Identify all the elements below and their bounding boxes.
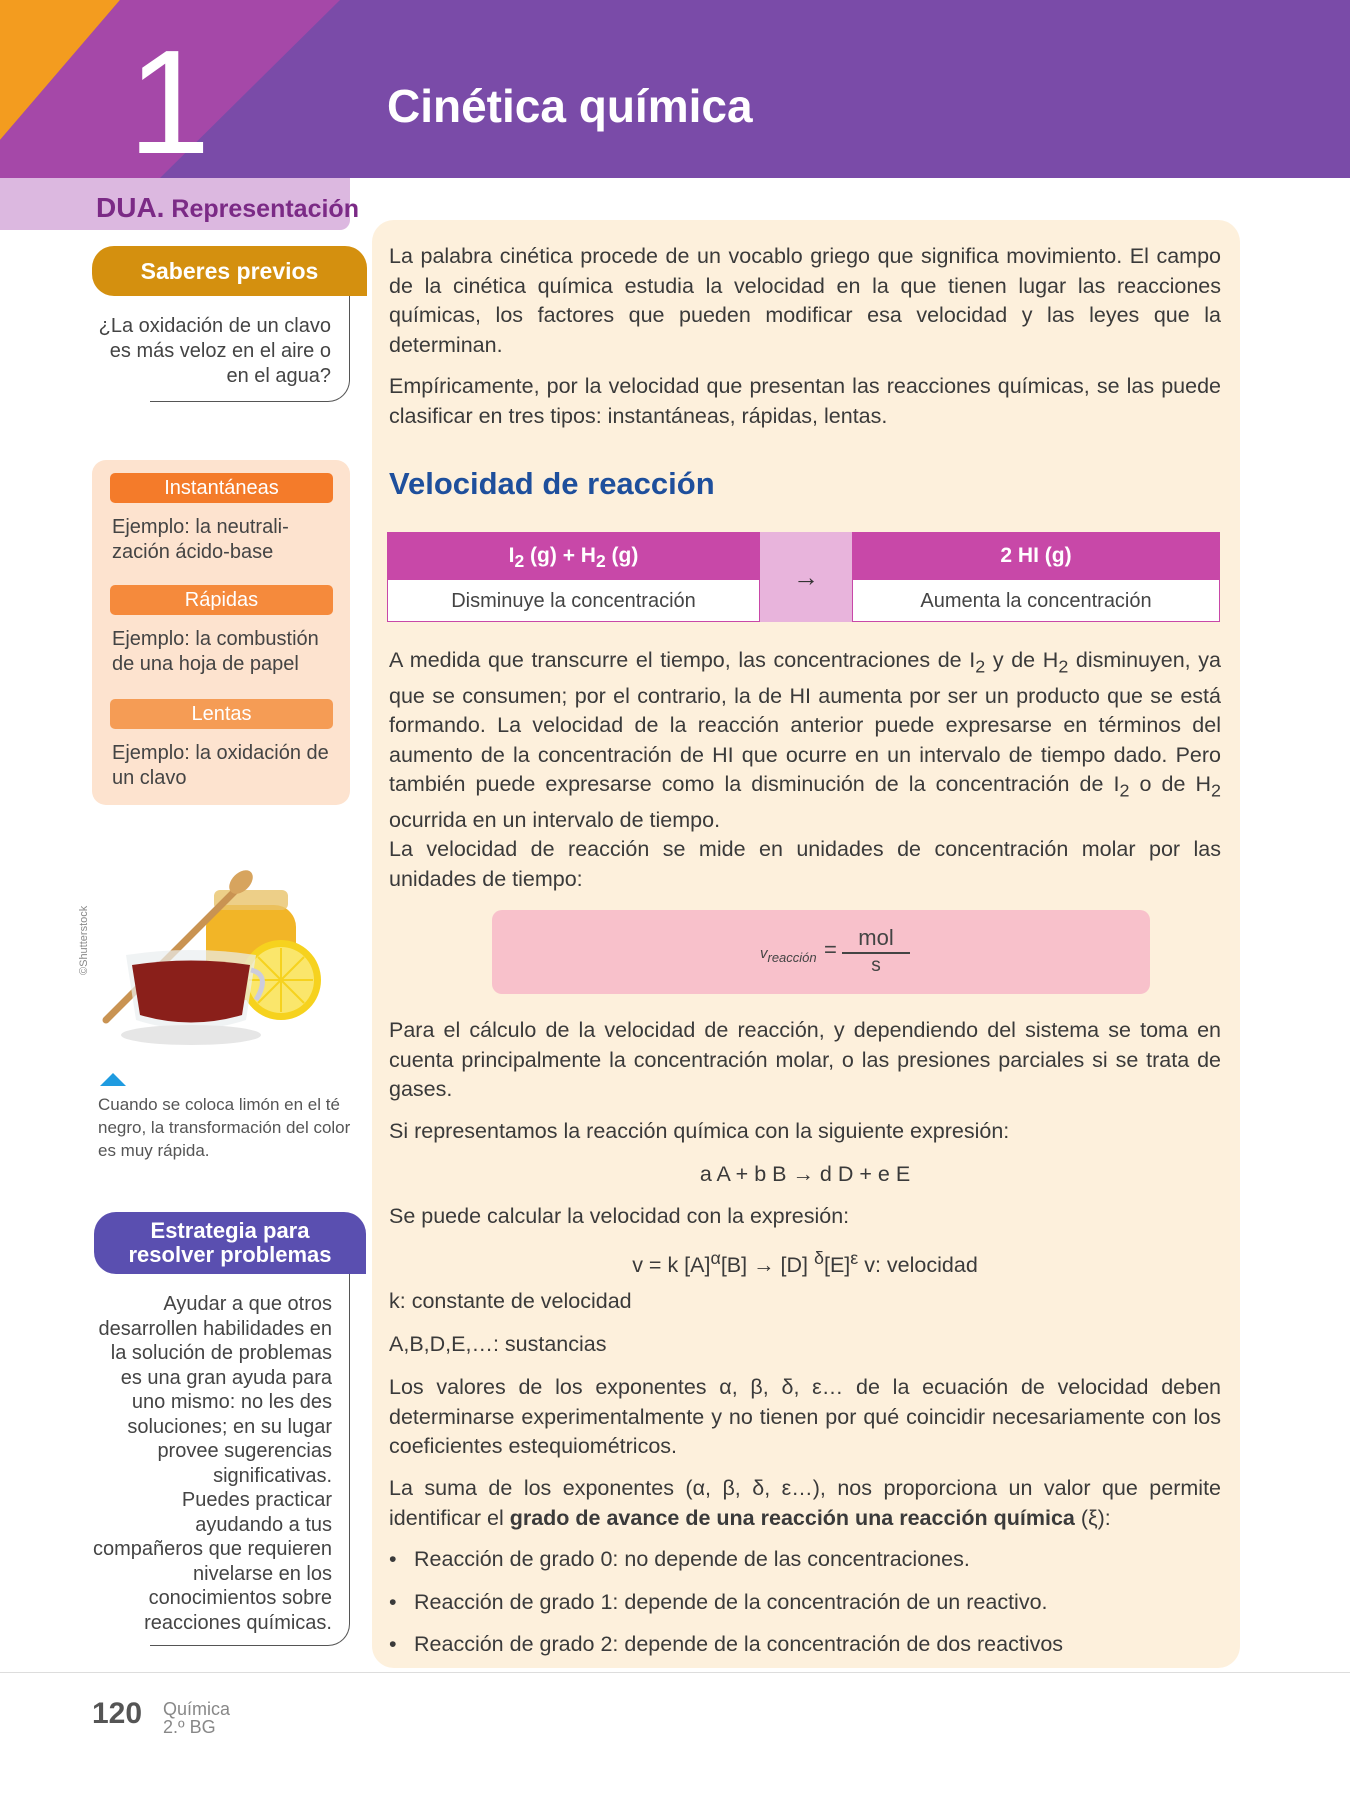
concentration-paragraph: A medida que transcurre el tiempo, las concentraciones de $I_2$ y de $H_2$ disminuyen, ya que se consumen; por el contrario, la de HI aumenta por ser un producto que se está formando. La velocidad de la reacción anterior puede expresarse en términos del aumento de la concentración de HI que ocurre en un intervalo de tiempo dado. Pero también puede expresarse como la disminución de la concentración de $I_2$ o de $H_2$ ocurrida en un intervalo de tiempo. (389, 648, 1221, 833)
type-label-instantaneas: Instantáneas (110, 473, 333, 503)
calculation-paragraph: Para el cálculo de la velocidad de reacción, y dependiendo del sistema se toma en cuenta principalmente la concentración molar, o las presiones parciales si se trata de gases. (389, 1018, 1221, 1101)
chapter-number: 1 (128, 20, 211, 178)
representation-paragraph: Si representamos la reacción química con la siguiente expresión: (389, 1119, 1010, 1143)
general-reaction-equation: a A + b B → d D + e E (699, 1162, 911, 1186)
rate-formula-box (492, 910, 1150, 994)
type-label-lentas: Lentas (110, 699, 333, 729)
chapter-title: Cinética química (387, 80, 753, 132)
intro-paragraph-1: La palabra cinética procede de un vocablo griego que significa movimiento. El campo de la cinética química estudia la velocidad en la que tienen lugar las reacciones químicas, los factores que pueden modificar esa velocidad y las leyes que la determinan. (389, 244, 1221, 357)
products-header: 2 HI (g) (852, 532, 1220, 579)
type-example-rapidas: Ejemplo: la combustión de una hoja de papel (112, 628, 319, 675)
sum-exponents-paragraph: La suma de los exponentes (α, β, δ, ε…), nos proporciona un valor que permite identificar el grado de avance de una reacción una reacción química (ξ): (389, 1476, 1221, 1530)
estrategia-title: Estrategia para resolver problemas (94, 1212, 366, 1274)
estrategia-paragraph-1: Ayudar a que otros desarrollen habilidades en la solución de problemas es una gran ayuda para uno mismo: no les des soluciones; en su lugar provee sugerencias significativas. (98, 1293, 332, 1487)
rate-law-equation: v = k $[A]^\alpha[B] \to [D]$ $^\delta[E]^\varepsilon$ v: velocidad (632, 1248, 978, 1278)
saberes-question: ¿La oxidación de un clavo es más veloz en el aire o en el agua? (98, 315, 331, 387)
type-label-rapidas: Rápidas (110, 585, 333, 615)
reaction-arrow: → (760, 532, 852, 622)
type-example-lentas: Ejemplo: la oxidación de un clavo (112, 742, 329, 789)
intro-paragraph-2: Empíricamente, por la velocidad que presentan las reacciones químicas, se las puede clasificar en tres tipos: instantáneas, rápidas, lentas. (389, 374, 1221, 428)
list-item: • Reacción de grado 1: depende de la concentración de un reactivo. (389, 1590, 1048, 1614)
list-item: • Reacción de grado 2: depende de la concentración de dos reactivos (389, 1632, 1064, 1656)
reactants-header: $I_2$ $(g) + H_2$ (g) (387, 532, 760, 579)
estrategia-text (92, 1292, 332, 1635)
rate-formula-numerator: mol (858, 925, 894, 950)
footer-divider (0, 1672, 1350, 1673)
photo-credit: ©Shutterstock (78, 905, 90, 975)
reaction-table (387, 532, 1220, 622)
calc-expression-paragraph: Se puede calcular la velocidad con la expresión: (389, 1204, 850, 1228)
exponents-paragraph: Los valores de los exponentes α, β, δ, ε… de la ecuación de velocidad deben determinarse experimentalmente y no tienen por qué coincidir necesariamente con los coeficientes estequiométricos. (389, 1375, 1221, 1458)
products-effect: Aumenta la concentración (852, 579, 1220, 622)
k-definition: k: constante de velocidad (389, 1289, 632, 1313)
type-example-instantaneas: Ejemplo: la neutrali-zación ácido-base (112, 516, 289, 563)
saberes-previos-title: Saberes previos (92, 246, 367, 296)
chapter-header (0, 0, 1350, 178)
photo-caption: Cuando se coloca limón en el té negro, la transformación del color es muy rápida. (98, 1095, 351, 1160)
section-title: Velocidad de reacción (389, 466, 715, 501)
rate-formula-fraction-bar (842, 952, 910, 954)
substances-definition: A,B,D,E,…: sustancias (389, 1332, 607, 1356)
estrategia-paragraph-2: Puedes practicar ayudando a tus compañeros que requieren nivelarse en los conocimientos sobre reacciones químicas. (92, 1489, 332, 1634)
rate-formula-denominator: s (871, 955, 881, 976)
caption-triangle-icon (100, 1073, 126, 1086)
tea-honey-lemon-photo (96, 860, 346, 1055)
footer-subject: Química 2.º BG (163, 1699, 231, 1737)
units-paragraph: La velocidad de reacción se mide en unidades de concentración molar por las unidades de tiempo: (389, 837, 1221, 891)
rate-formula-equals: = (824, 937, 837, 962)
dua-label: DUA. Representación (96, 192, 359, 223)
page-number: 120 (92, 1697, 143, 1730)
rate-formula-v: $v_{reacción}$ (760, 945, 817, 965)
reactants-effect: Disminuye la concentración (387, 579, 760, 622)
list-item: • Reacción de grado 0: no depende de las concentraciones. (389, 1547, 970, 1571)
